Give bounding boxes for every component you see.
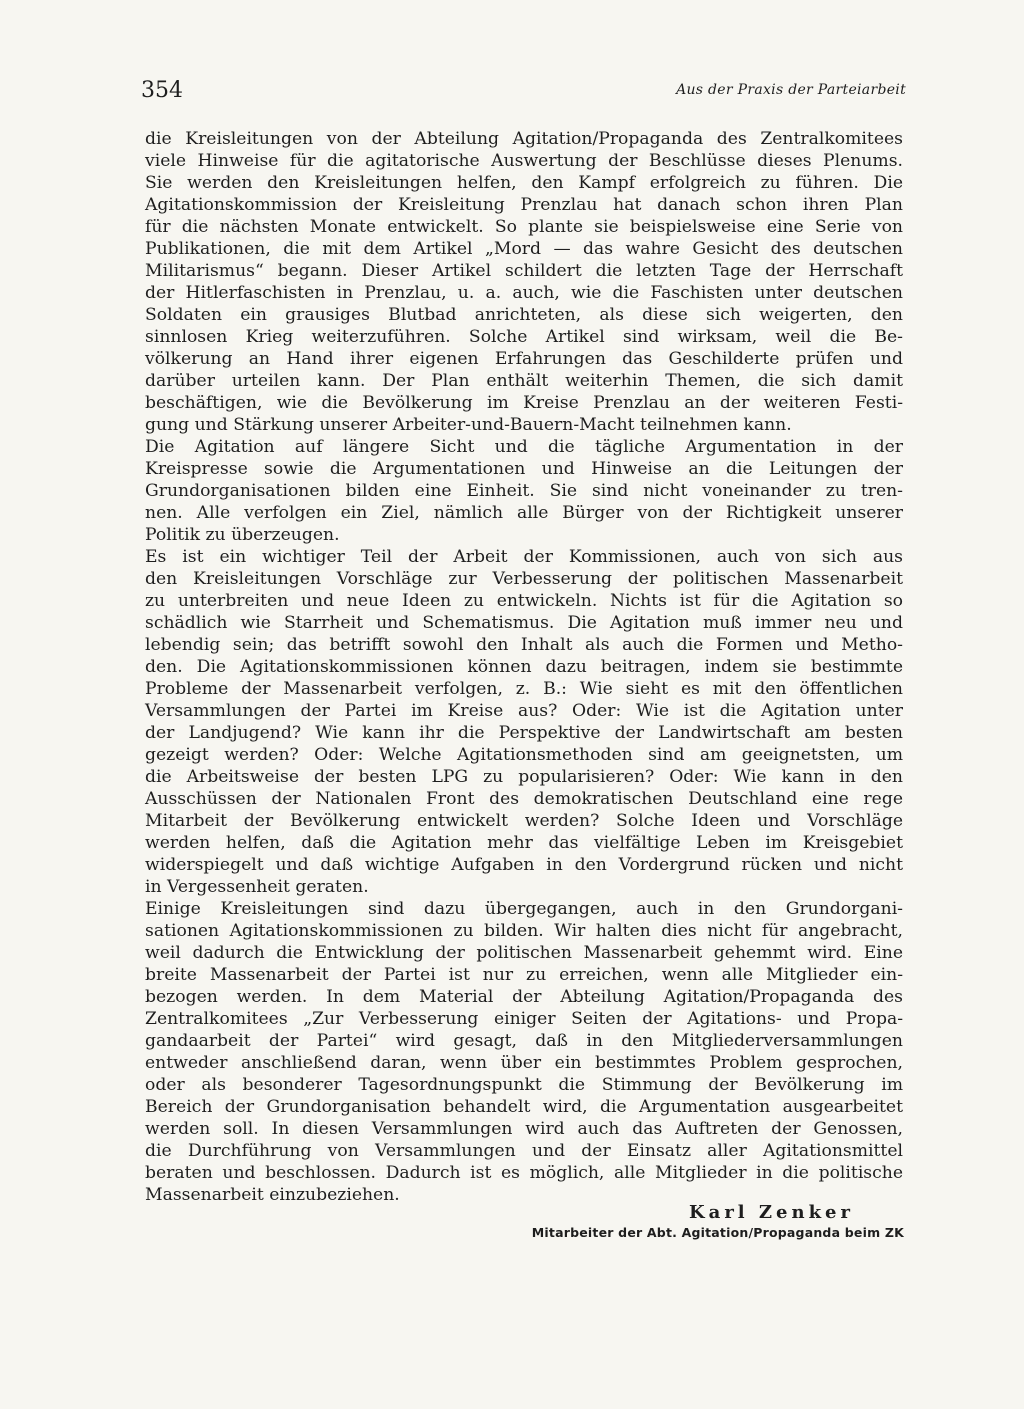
text-line: Agitationskommission der Kreisleitung Prenzlau hat danach schon ihren Plan [145, 195, 903, 215]
text-line: der Landjugend? Wie kann ihr die Perspektive der Landwirtschaft am besten [145, 723, 903, 743]
text-line: darüber urteilen kann. Der Plan enthält weiterhin Themen, die sich damit [145, 371, 903, 391]
paragraph [145, 436, 903, 546]
text-line: die Arbeitsweise der besten LPG zu popularisieren? Oder: Wie kann in den [145, 767, 903, 787]
text-line: Soldaten ein grausiges Blutbad anrichteten, als diese sich weigerten, den [145, 305, 903, 325]
text-line: Zentralkomitees „Zur Verbesserung einiger Seiten der Agitations- und Propa- [145, 1009, 903, 1029]
text-line: Politik zu überzeugen. [145, 525, 340, 545]
text-line: lebendig sein; das betrifft sowohl den Inhalt als auch die Formen und Metho- [145, 635, 903, 655]
text-line: widerspiegelt und daß wichtige Aufgaben in den Vordergrund rücken und nicht [145, 855, 903, 875]
text-line: beschäftigen, wie die Bevölkerung im Kreise Prenzlau an der weiteren Festi- [145, 393, 903, 413]
article-body [145, 128, 903, 1206]
text-line: den Kreisleitungen Vorschläge zur Verbesserung der politischen Massenarbeit [145, 569, 903, 589]
text-line: werden helfen, daß die Agitation mehr das vielfältige Leben im Kreisgebiet [145, 833, 903, 853]
text-line: Grundorganisationen bilden eine Einheit. Sie sind nicht voneinander zu tren- [145, 481, 903, 501]
text-line: oder als besonderer Tagesordnungspunkt die Stimmung der Bevölkerung im [145, 1075, 903, 1095]
running-head: Aus der Praxis der Parteiarbeit [676, 82, 906, 98]
text-line: beraten und beschlossen. Dadurch ist es möglich, alle Mitglieder in die politische [145, 1163, 903, 1183]
text-line: der Hitlerfaschisten in Prenzlau, u. a. auch, wie die Faschisten unter deutschen [145, 283, 903, 303]
text-line: sinnlosen Krieg weiterzuführen. Solche Artikel sind wirksam, weil die Be- [145, 327, 903, 347]
text-line: bezogen werden. In dem Material der Abteilung Agitation/Propaganda des [145, 987, 903, 1007]
text-line: gezeigt werden? Oder: Welche Agitationsmethoden sind am geeignetsten, um [145, 745, 903, 765]
author-affiliation: Mitarbeiter der Abt. Agitation/Propaganda beim ZK [531, 1225, 904, 1240]
text-line: Mitarbeit der Bevölkerung entwickelt werden? Solche Ideen und Vorschläge [145, 811, 903, 831]
text-line: Versammlungen der Partei im Kreise aus? Oder: Wie ist die Agitation unter [145, 701, 903, 721]
paragraph [145, 546, 903, 898]
text-line: die Durchführung von Versammlungen und der Einsatz aller Agitationsmittel [145, 1141, 903, 1161]
text-line: in Vergessenheit geraten. [145, 877, 369, 897]
text-line: Die Agitation auf längere Sicht und die tägliche Argumentation in der [145, 437, 903, 457]
text-line: Bereich der Grundorganisation behandelt wird, die Argumentation ausgearbeitet [145, 1097, 903, 1117]
text-line: sationen Agitationskommissionen zu bilden. Wir halten dies nicht für angebracht, [145, 921, 903, 941]
text-line: Probleme der Massenarbeit verfolgen, z. B.: Wie sieht es mit den öffentlichen [145, 679, 903, 699]
text-line: Publikationen, die mit dem Artikel „Mord — das wahre Gesicht des deutschen [145, 239, 903, 259]
text-line: viele Hinweise für die agitatorische Auswertung der Beschlüsse dieses Plenums. [145, 151, 903, 171]
text-line: entweder anschließend daran, wenn über ein bestimmtes Problem gesprochen, [145, 1053, 903, 1073]
text-line: werden soll. In diesen Versammlungen wird auch das Auftreten der Genossen, [145, 1119, 903, 1139]
text-line: Militarismus“ begann. Dieser Artikel schildert die letzten Tage der Herrschaft [145, 261, 903, 281]
text-line: Kreispresse sowie die Argumentationen und Hinweise an die Leitungen der [145, 459, 903, 479]
text-line: Sie werden den Kreisleitungen helfen, den Kampf erfolgreich zu führen. Die [145, 173, 903, 193]
paragraph [145, 898, 903, 1206]
paragraph [145, 128, 903, 436]
text-line: Massenarbeit einzubeziehen. [145, 1185, 400, 1205]
text-line: völkerung an Hand ihrer eigenen Erfahrungen das Geschilderte prüfen und [145, 349, 903, 369]
text-line: gandaarbeit der Partei“ wird gesagt, daß in den Mitgliederversammlungen [145, 1031, 903, 1051]
text-line: für die nächsten Monate entwickelt. So plante sie beispielsweise eine Serie von [145, 217, 903, 237]
text-line: Es ist ein wichtiger Teil der Arbeit der Kommissionen, auch von sich aus [145, 547, 903, 567]
author-name: Karl Zenker [689, 1202, 854, 1223]
text-line: nen. Alle verfolgen ein Ziel, nämlich alle Bürger von der Richtigkeit unserer [145, 503, 903, 523]
text-line: zu unterbreiten und neue Ideen zu entwickeln. Nichts ist für die Agitation so [145, 591, 903, 611]
text-line: Ausschüssen der Nationalen Front des demokratischen Deutschland eine rege [145, 789, 903, 809]
text-line: gung und Stärkung unserer Arbeiter-und-Bauern-Macht teilnehmen kann. [145, 415, 792, 435]
text-line: Einige Kreisleitungen sind dazu übergegangen, auch in den Grundorgani- [145, 899, 903, 919]
text-line: die Kreisleitungen von der Abteilung Agitation/Propaganda des Zentralkomitees [145, 129, 903, 149]
text-line: breite Massenarbeit der Partei ist nur zu erreichen, wenn alle Mitglieder ein- [145, 965, 903, 985]
text-line: weil dadurch die Entwicklung der politischen Massenarbeit gehemmt wird. Eine [145, 943, 903, 963]
text-line: schädlich wie Starrheit und Schematismus. Die Agitation muß immer neu und [145, 613, 903, 633]
text-line: den. Die Agitationskommissionen können dazu beitragen, indem sie bestimmte [145, 657, 903, 677]
page-number: 354 [141, 78, 183, 103]
